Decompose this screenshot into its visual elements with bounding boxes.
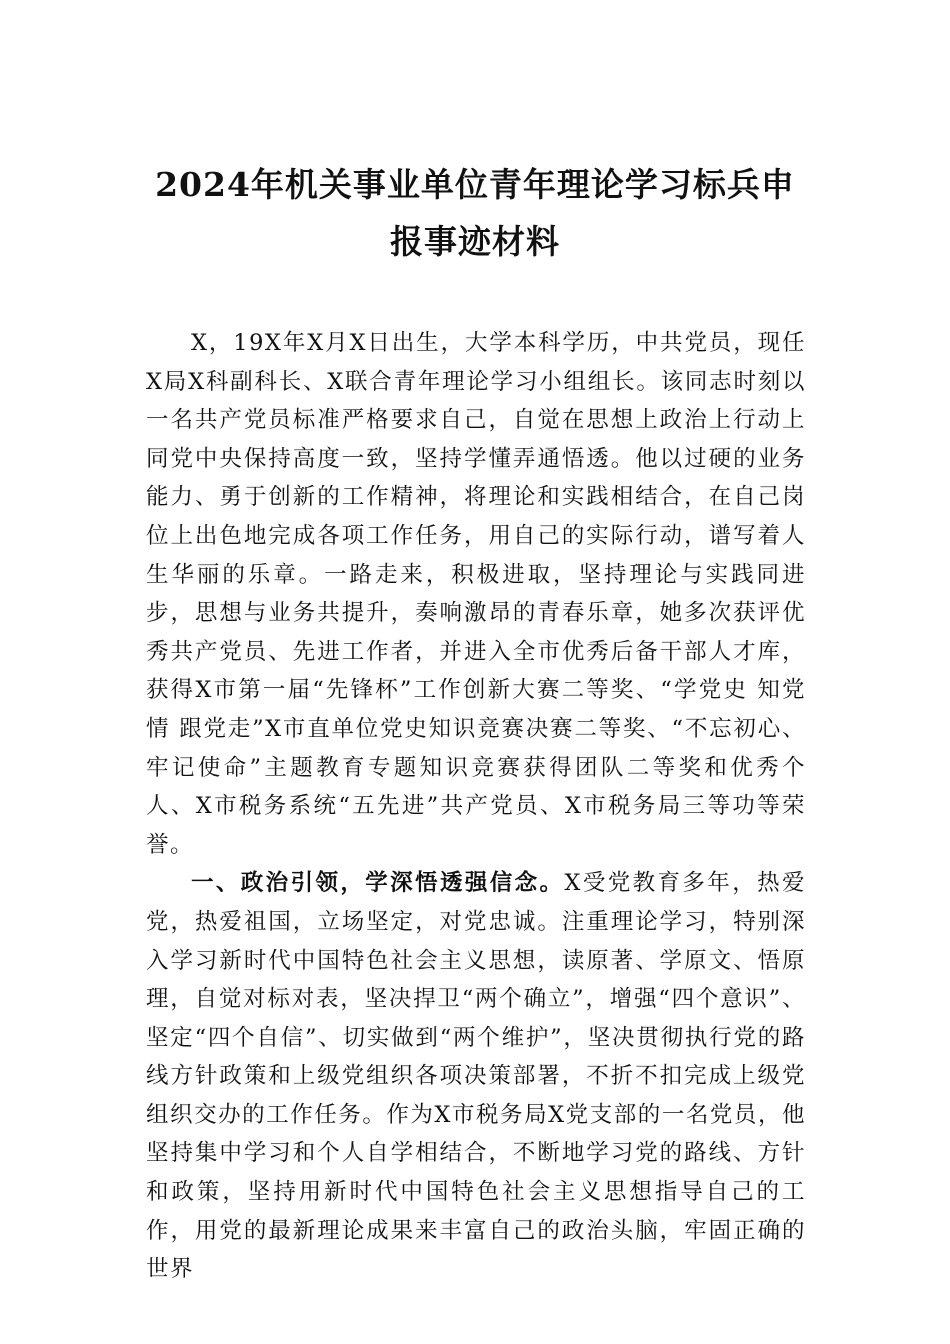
section-1-heading: 一、政治引领，学深悟透强信念。 (191, 870, 565, 897)
intro-paragraph: X，19X年X月X日出生，大学本科学历，中共党员，现任X局X科副科长、X联合青年理论学习小组组长。该同志时刻以一名共产党员标准严格要求自己，自觉在思想上政治上行动上同党中央保持高度一致，坚持学懂弄通悟透。他以过硬的业务能力、勇于创新的工作精神，将理论和实践相结合，在自己岗位上出色地完成各项工作任务，用自己的实际行动，谱写着人生华丽的乐章。一路走来，积极进取，坚持理论与实践同进步，思想与业务共提升，奏响激昂的青春乐章，她多次获评优秀共产党员、先进工作者，并进入全市优秀后备干部人才库，获得X市第一届“先锋杯”工作创新大赛二等奖、“学党史 知党情 跟党走”X市直单位党史知识竞赛决赛二等奖、“不忘初心、牢记使命”主题教育专题知识竞赛获得团队二等奖和优秀个人、X市税务系统“五先进”共产党员、X市税务局三等功等荣誉。 (146, 330, 806, 858)
document-title (140, 156, 810, 270)
document-body (146, 324, 806, 1289)
title-line-2: 报事迹材料 (390, 222, 560, 261)
section-1-paragraph (146, 864, 806, 1289)
title-line-1: 2024年机关事业单位青年理论学习标兵申 (155, 165, 795, 204)
section-1-text: X受党教育多年，热爱党，热爱祖国，立场坚定，对党忠诚。注重理论学习，特别深入学习新时代中国特色社会主义思想，读原著、学原文、悟原理，自觉对标对表，坚决捍卫“两个确立”，增强“四个意识”、坚定“四个自信”、切实做到“两个维护”，坚决贯彻执行党的路线方针政策和上级党组织各项决策部署，不折不扣完成上级党组织交办的工作任务。作为X市税务局X党支部的一名党员，他坚持集中学习和个人自学相结合，不断地学习党的路线、方针和政策，坚持用新时代中国特色社会主义思想指导自己的工作，用党的最新理论成果来丰富自己的政治头脑，牢固正确的世界 (146, 870, 806, 1283)
